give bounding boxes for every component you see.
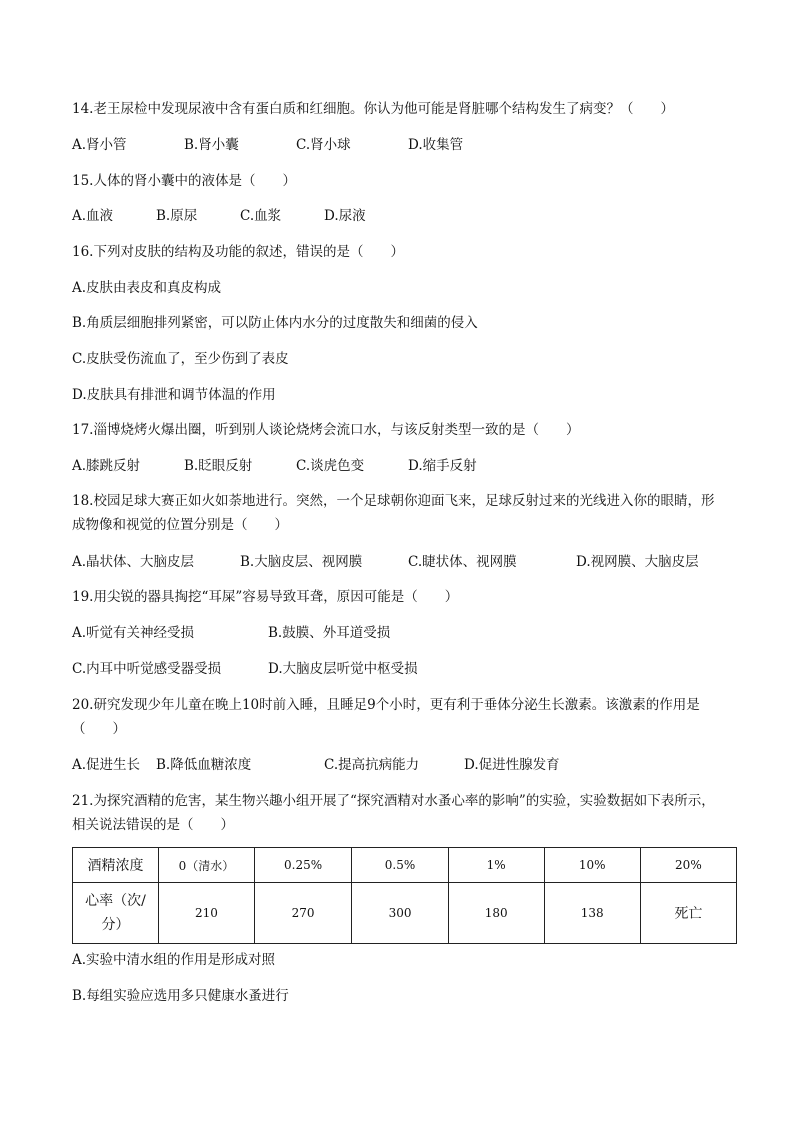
q20-option-b: B.降低血糖浓度 xyxy=(156,757,252,773)
q17-option-c: C.谈虎色变 xyxy=(296,458,365,474)
table-cell: 180 xyxy=(448,883,544,944)
table-cell: 酒精浓度 xyxy=(73,848,159,883)
q17-option-a: A.膝跳反射 xyxy=(72,458,141,474)
question-21-stem: 21.为探究酒精的危害，某生物兴趣小组开展了“探究酒精对水蚤心率的影响”的实验，实验数据如下表所示，相关说法错误的是（ ） xyxy=(72,793,715,833)
table-cell: 死亡 xyxy=(640,883,736,944)
q19-option-c: C.内耳中听觉感受器受损 xyxy=(72,661,222,677)
q19-option-a: A.听觉有关神经受损 xyxy=(72,625,195,641)
table-cell: 0.5% xyxy=(352,848,449,883)
q18-option-d: D.视网膜、大脑皮层 xyxy=(576,554,699,570)
table-cell: 20% xyxy=(640,848,736,883)
table-row xyxy=(73,883,737,944)
q16-option-d: D.皮肤具有排泄和调节体温的作用 xyxy=(72,387,276,403)
q14-option-d: D.收集管 xyxy=(408,137,464,153)
q19-option-b: B.鼓膜、外耳道受损 xyxy=(268,625,391,641)
table-cell: 270 xyxy=(254,883,351,944)
table-cell: 1% xyxy=(448,848,544,883)
table-cell: 0.25% xyxy=(254,848,351,883)
q17-option-d: D.缩手反射 xyxy=(408,458,477,474)
question-20-stem: 20.研究发现少年儿童在晚上10时前入睡，且睡足9个小时，更有利于垂体分泌生长激素。该激素的作用是（ ） xyxy=(72,697,700,737)
q15-option-d: D.尿液 xyxy=(324,208,366,224)
q14-option-b: B.肾小囊 xyxy=(184,137,239,153)
q18-option-c: C.睫状体、视网膜 xyxy=(408,554,517,570)
q17-option-b: B.眨眼反射 xyxy=(184,458,253,474)
q19-option-d: D.大脑皮层听觉中枢受损 xyxy=(268,661,418,677)
q15-option-b: B.原尿 xyxy=(156,208,198,224)
q16-option-a: A.皮肤由表皮和真皮构成 xyxy=(72,280,222,296)
q18-option-a: A.晶状体、大脑皮层 xyxy=(72,554,195,570)
q20-option-c: C.提高抗病能力 xyxy=(324,757,420,773)
table-cell: 0（清水） xyxy=(159,848,255,883)
q15-option-a: A.血液 xyxy=(72,208,114,224)
question-16-stem: 16.下列对皮肤的结构及功能的叙述，错误的是（ ） xyxy=(72,244,404,260)
table-cell: 心率（次/分） xyxy=(73,883,159,944)
table-cell: 10% xyxy=(544,848,640,883)
q16-option-c: C.皮肤受伤流血了，至少伤到了表皮 xyxy=(72,351,289,367)
table-row xyxy=(73,848,737,883)
question-19-stem: 19.用尖锐的器具掏挖“耳屎”容易导致耳聋，原因可能是（ ） xyxy=(72,589,459,605)
q16-option-b: B.角质层细胞排列紧密，可以防止体内水分的过度散失和细菌的侵入 xyxy=(72,315,478,331)
table-cell: 210 xyxy=(159,883,255,944)
question-14-stem: 14.老王尿检中发现尿液中含有蛋白质和红细胞。你认为他可能是肾脏哪个结构发生了病变？（ ） xyxy=(72,101,674,117)
heart-rate-table xyxy=(72,847,737,944)
q18-option-b: B.大脑皮层、视网膜 xyxy=(240,554,363,570)
q14-option-c: C.肾小球 xyxy=(296,137,351,153)
q21-option-b: B.每组实验应选用多只健康水蚤进行 xyxy=(72,988,289,1004)
table-cell: 138 xyxy=(544,883,640,944)
q15-option-c: C.血浆 xyxy=(240,208,282,224)
question-17-stem: 17.淄博烧烤火爆出圈，听到别人谈论烧烤会流口水，与该反射类型一致的是（ ） xyxy=(72,422,580,438)
q20-option-d: D.促进性腺发育 xyxy=(464,757,560,773)
q20-option-a: A.促进生长 xyxy=(72,757,141,773)
question-18-stem: 18.校园足球大赛正如火如荼地进行。突然，一个足球朝你迎面飞来，足球反射过来的光线进入你的眼睛，形成物像和视觉的位置分别是（ ） xyxy=(72,493,715,533)
q14-option-a: A.肾小管 xyxy=(72,137,127,153)
table-cell: 300 xyxy=(352,883,449,944)
question-15-stem: 15.人体的肾小囊中的液体是（ ） xyxy=(72,173,296,189)
q21-option-a: A.实验中清水组的作用是形成对照 xyxy=(72,952,276,968)
